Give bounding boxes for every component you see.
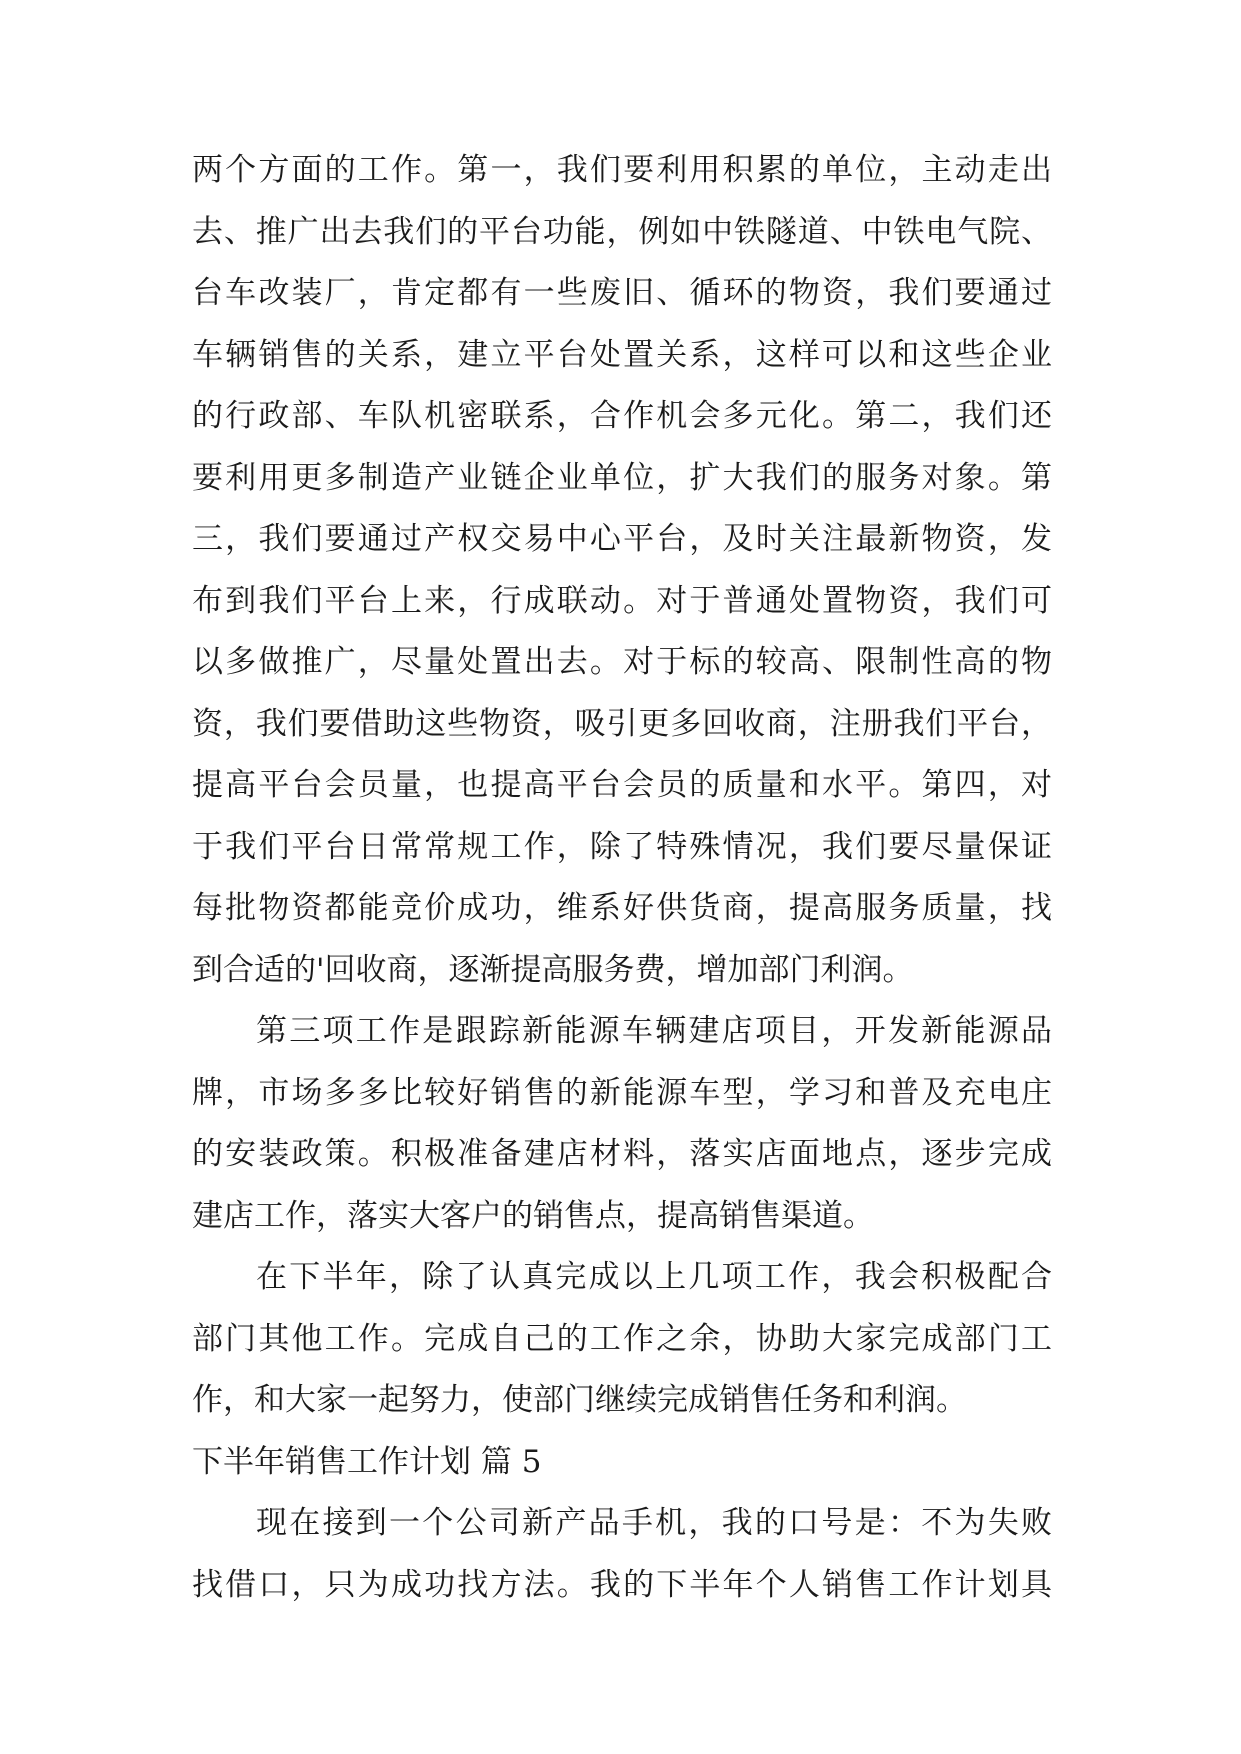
paragraph-3	[192, 1247, 1052, 1432]
document-body	[192, 140, 1052, 1616]
text-line: 的安装政策。积极准备建店材料，落实店面地点，逐步完成	[192, 1136, 1052, 1172]
text-line: 牌，市场多多比较好销售的新能源车型，学习和普及充电庄	[192, 1074, 1052, 1111]
text-line: 于我们平台日常常规工作，除了特殊情况，我们要尽量保证	[192, 828, 1052, 865]
text-line: 台车改装厂，肯定都有一些废旧、循环的物资，我们要通过	[192, 275, 1052, 311]
heading-text: 下半年销售工作计划 篇 5	[192, 1443, 542, 1480]
text-line: 部门其他工作。完成自己的工作之余，协助大家完成部门工	[192, 1320, 1052, 1357]
text-line: 三，我们要通过产权交易中心平台，及时关注最新物资，发	[192, 521, 1052, 557]
text-line: 在下半年，除了认真完成以上几项工作，我会积极配合	[256, 1259, 1052, 1295]
text-line: 要利用更多制造产业链企业单位，扩大我们的服务对象。第	[192, 459, 1052, 496]
text-line: 资，我们要借助这些物资，吸引更多回收商，注册我们平台，	[192, 705, 1052, 742]
text-line: 现在接到一个公司新产品手机，我的口号是：不为失败	[256, 1505, 1052, 1541]
text-line: 以多做推广，尽量处置出去。对于标的较高、限制性高的物	[192, 644, 1052, 680]
text-line: 建店工作，落实大客户的销售点，提高销售渠道。	[192, 1197, 874, 1234]
paragraph-1	[192, 140, 1052, 1001]
text-line: 每批物资都能竞价成功，维系好供货商，提高服务质量，找	[192, 890, 1052, 926]
text-line: 到合适的'回收商，逐渐提高服务费，增加部门利润。	[192, 951, 914, 988]
text-line: 提高平台会员量，也提高平台会员的质量和水平。第四，对	[192, 767, 1052, 803]
section-heading	[192, 1432, 1052, 1494]
paragraph-2	[192, 1001, 1052, 1247]
text-line: 的行政部、车队机密联系，合作机会多元化。第二，我们还	[192, 398, 1052, 434]
text-line: 两个方面的工作。第一，我们要利用积累的单位，主动走出	[192, 152, 1052, 188]
paragraph-4	[192, 1493, 1052, 1616]
text-line: 布到我们平台上来，行成联动。对于普通处置物资，我们可	[192, 582, 1052, 619]
text-line: 找借口，只为成功找方法。我的下半年个人销售工作计划具	[192, 1566, 1052, 1603]
text-line: 车辆销售的关系，建立平台处置关系，这样可以和这些企业	[192, 336, 1052, 373]
text-line: 第三项工作是跟踪新能源车辆建店项目，开发新能源品	[256, 1013, 1052, 1049]
text-line: 作，和大家一起努力，使部门继续完成销售任务和利润。	[192, 1382, 967, 1418]
text-line: 去、推广出去我们的平台功能，例如中铁隧道、中铁电气院、	[192, 213, 1052, 250]
